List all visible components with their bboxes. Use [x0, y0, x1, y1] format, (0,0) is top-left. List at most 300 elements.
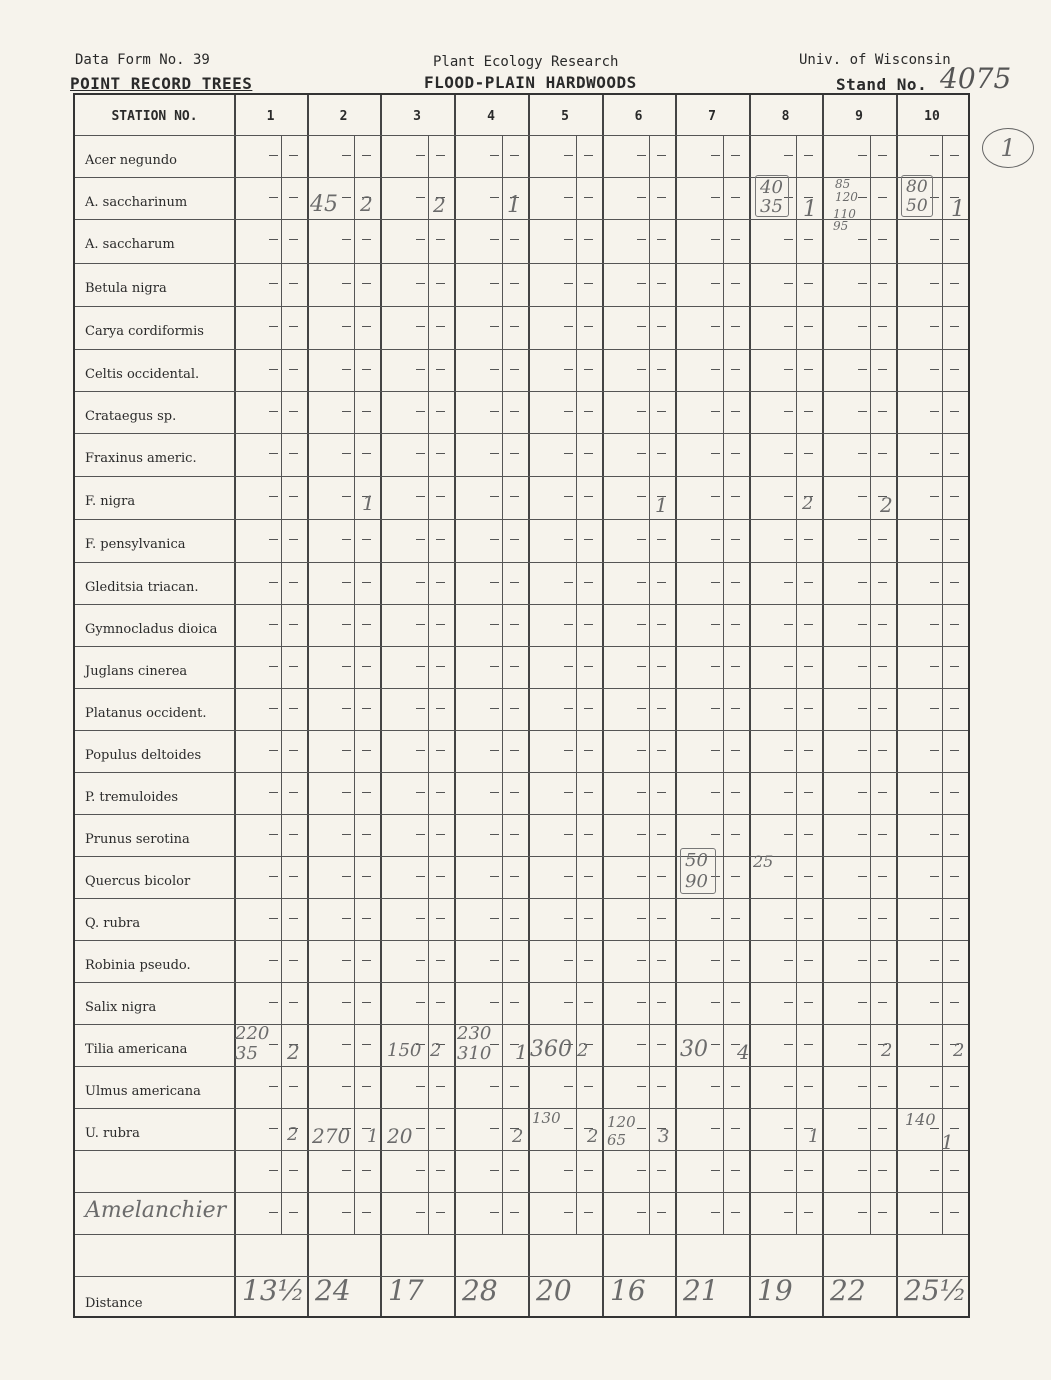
cell-tick: [784, 624, 793, 625]
cell-tick: [342, 1002, 351, 1003]
cell-tick: [564, 155, 573, 156]
cell-tick: [858, 582, 867, 583]
cell-tick: [269, 453, 278, 454]
cell-tick: [269, 1086, 278, 1087]
cell-tick: [436, 750, 445, 751]
cell-tick: [657, 582, 666, 583]
cell-tick: [657, 918, 666, 919]
quarter-subcolumn: [281, 135, 282, 1234]
cell-tick: [490, 239, 499, 240]
cell-tick: [878, 369, 887, 370]
cell-tick: [858, 1170, 867, 1171]
species-label: Amelanchier: [85, 1198, 227, 1223]
cell-tick: [878, 792, 887, 793]
cell-tick: [950, 1170, 959, 1171]
cell-tick: [510, 666, 519, 667]
cell-tick: [416, 326, 425, 327]
cell-tick: [804, 666, 813, 667]
cell-tick: [436, 411, 445, 412]
cell-tick: [436, 960, 445, 961]
cell-tick: [584, 834, 593, 835]
cell-tick: [342, 326, 351, 327]
cell-tick: [564, 1086, 573, 1087]
cell-tick: [804, 750, 813, 751]
cell-tick: [784, 582, 793, 583]
cell-tick: [657, 539, 666, 540]
handwritten-entry: 1: [507, 193, 521, 218]
cell-tick: [930, 834, 939, 835]
cell-tick: [436, 708, 445, 709]
handwritten-entry: 360: [530, 1037, 572, 1062]
cell-tick: [731, 792, 740, 793]
cell-tick: [711, 1086, 720, 1087]
cell-tick: [289, 666, 298, 667]
cell-tick: [564, 239, 573, 240]
cell-tick: [564, 539, 573, 540]
species-label: F. nigra: [85, 494, 136, 509]
cell-tick: [584, 239, 593, 240]
row-divider: [75, 1234, 968, 1235]
cell-tick: [490, 960, 499, 961]
cell-tick: [930, 1212, 939, 1213]
cell-tick: [711, 666, 720, 667]
row-divider: [75, 1150, 968, 1151]
cell-tick: [711, 624, 720, 625]
species-label: Acer negundo: [85, 153, 177, 168]
handwritten-entry: 2: [587, 1126, 599, 1147]
cell-tick: [269, 239, 278, 240]
cell-tick: [950, 1212, 959, 1213]
cell-tick: [804, 876, 813, 877]
cell-tick: [858, 1044, 867, 1045]
column-divider: [822, 95, 824, 1316]
cell-tick: [858, 155, 867, 156]
cell-tick: [362, 666, 371, 667]
cell-tick: [950, 834, 959, 835]
cell-tick: [490, 582, 499, 583]
cell-tick: [269, 283, 278, 284]
cell-tick: [269, 411, 278, 412]
cell-tick: [490, 918, 499, 919]
cell-tick: [510, 1170, 519, 1171]
row-divider: [75, 1024, 968, 1025]
cell-tick: [436, 539, 445, 540]
handwritten-entry: 30: [680, 1037, 708, 1062]
cell-tick: [657, 876, 666, 877]
circled-number: [982, 128, 1034, 168]
cell-tick: [510, 411, 519, 412]
cell-tick: [731, 539, 740, 540]
quarter-subcolumn: [796, 135, 797, 1234]
cell-tick: [510, 1086, 519, 1087]
cell-tick: [858, 792, 867, 793]
cell-tick: [731, 453, 740, 454]
cell-tick: [784, 283, 793, 284]
cell-tick: [858, 283, 867, 284]
cell-tick: [804, 155, 813, 156]
cell-tick: [289, 496, 298, 497]
cell-tick: [584, 1170, 593, 1171]
cell-tick: [657, 792, 666, 793]
handwritten-bracket: [680, 848, 716, 894]
cell-tick: [342, 792, 351, 793]
cell-tick: [362, 708, 371, 709]
handwritten-entry: 35: [760, 196, 783, 217]
cell-tick: [564, 1002, 573, 1003]
cell-tick: [637, 1002, 646, 1003]
cell-tick: [930, 624, 939, 625]
cell-tick: [637, 539, 646, 540]
cell-tick: [416, 834, 425, 835]
cell-tick: [784, 1170, 793, 1171]
cell-tick: [878, 1002, 887, 1003]
cell-tick: [637, 792, 646, 793]
cell-tick: [637, 496, 646, 497]
distance-label: Distance: [85, 1296, 143, 1311]
handwritten-bracket: [901, 175, 933, 217]
cell-tick: [510, 876, 519, 877]
cell-tick: [564, 1212, 573, 1213]
cell-tick: [416, 496, 425, 497]
cell-tick: [657, 453, 666, 454]
handwritten-entry: 20: [387, 1124, 413, 1148]
cell-tick: [362, 582, 371, 583]
cell-tick: [269, 876, 278, 877]
handwritten-entry: 2: [512, 1126, 524, 1147]
cell-tick: [878, 1128, 887, 1129]
cell-tick: [711, 960, 720, 961]
row-divider: [75, 730, 968, 731]
cell-tick: [878, 155, 887, 156]
row-divider: [75, 1066, 968, 1067]
handwritten-entry: 85: [835, 177, 851, 191]
cell-tick: [490, 1128, 499, 1129]
cell-tick: [878, 1170, 887, 1171]
cell-tick: [510, 283, 519, 284]
species-label: Prunus serotina: [85, 832, 190, 847]
cell-tick: [858, 1086, 867, 1087]
cell-tick: [731, 369, 740, 370]
cell-tick: [564, 453, 573, 454]
cell-tick: [436, 876, 445, 877]
cell-tick: [784, 453, 793, 454]
handwritten-entry: 2: [802, 493, 814, 514]
cell-tick: [657, 283, 666, 284]
cell-tick: [731, 1212, 740, 1213]
cell-tick: [289, 1212, 298, 1213]
cell-tick: [510, 539, 519, 540]
cell-tick: [657, 960, 666, 961]
station-header: 1: [266, 109, 275, 124]
cell-tick: [657, 239, 666, 240]
cell-tick: [584, 197, 593, 198]
cell-tick: [784, 1212, 793, 1213]
cell-tick: [804, 792, 813, 793]
cell-tick: [436, 1086, 445, 1087]
station-header: 10: [924, 109, 940, 124]
cell-tick: [490, 1212, 499, 1213]
cell-tick: [510, 708, 519, 709]
cell-tick: [657, 666, 666, 667]
cell-tick: [930, 792, 939, 793]
cell-tick: [342, 369, 351, 370]
cell-tick: [564, 411, 573, 412]
cell-tick: [584, 666, 593, 667]
cell-tick: [637, 369, 646, 370]
cell-tick: [436, 624, 445, 625]
cell-tick: [804, 834, 813, 835]
cell-tick: [784, 876, 793, 877]
cell-tick: [784, 411, 793, 412]
row-divider: [75, 856, 968, 857]
cell-tick: [784, 834, 793, 835]
cell-tick: [858, 239, 867, 240]
handwritten-entry: 95: [833, 219, 849, 233]
cell-tick: [657, 326, 666, 327]
cell-tick: [342, 539, 351, 540]
species-label: Gleditsia triacan.: [85, 580, 199, 595]
cell-tick: [269, 666, 278, 667]
cell-tick: [490, 750, 499, 751]
cell-tick: [289, 283, 298, 284]
cell-tick: [436, 792, 445, 793]
species-label: Tilia americana: [85, 1042, 188, 1057]
handwritten-entry: 1: [362, 491, 375, 515]
cell-tick: [342, 834, 351, 835]
cell-tick: [510, 918, 519, 919]
cell-tick: [731, 834, 740, 835]
station-header: 6: [634, 109, 643, 124]
row-divider: [75, 1192, 968, 1193]
cell-tick: [804, 624, 813, 625]
cell-tick: [490, 666, 499, 667]
handwritten-entry: 1: [655, 493, 668, 517]
university: Univ. of Wisconsin: [799, 52, 951, 68]
cell-tick: [490, 197, 499, 198]
cell-tick: [269, 155, 278, 156]
cell-tick: [784, 155, 793, 156]
handwritten-entry: 1: [367, 1126, 379, 1147]
cell-tick: [731, 666, 740, 667]
cell-tick: [584, 876, 593, 877]
cell-tick: [930, 326, 939, 327]
cell-tick: [711, 1002, 720, 1003]
cell-tick: [289, 792, 298, 793]
cell-tick: [342, 582, 351, 583]
cell-tick: [269, 326, 278, 327]
handwritten-entry: 25: [753, 852, 774, 871]
cell-tick: [858, 918, 867, 919]
cell-tick: [878, 876, 887, 877]
cell-tick: [289, 539, 298, 540]
cell-tick: [362, 1044, 371, 1045]
cell-tick: [416, 411, 425, 412]
cell-tick: [950, 1086, 959, 1087]
cell-tick: [711, 582, 720, 583]
cell-tick: [584, 624, 593, 625]
cell-tick: [362, 960, 371, 961]
cell-tick: [362, 1002, 371, 1003]
cell-tick: [564, 708, 573, 709]
cell-tick: [731, 1002, 740, 1003]
cell-tick: [930, 453, 939, 454]
cell-tick: [289, 155, 298, 156]
cell-tick: [490, 1086, 499, 1087]
quarter-subcolumn: [723, 135, 724, 1234]
cell-tick: [878, 283, 887, 284]
quarter-subcolumn: [649, 135, 650, 1234]
cell-tick: [416, 1128, 425, 1129]
cell-tick: [362, 1212, 371, 1213]
handwritten-entry: 1: [515, 1040, 528, 1064]
cell-tick: [490, 834, 499, 835]
cell-tick: [858, 708, 867, 709]
cell-tick: [731, 411, 740, 412]
cell-tick: [950, 792, 959, 793]
row-divider: [75, 135, 968, 136]
column-divider: [454, 95, 456, 1316]
cell-tick: [564, 918, 573, 919]
cell-tick: [657, 369, 666, 370]
cell-tick: [878, 834, 887, 835]
column-divider: [234, 95, 236, 1316]
species-label: F. pensylvanica: [85, 537, 186, 552]
quarter-subcolumn: [576, 135, 577, 1234]
cell-tick: [950, 624, 959, 625]
cell-tick: [784, 369, 793, 370]
cell-tick: [858, 411, 867, 412]
cell-tick: [289, 960, 298, 961]
record-table: [73, 93, 970, 1318]
cell-tick: [564, 1128, 573, 1129]
cell-tick: [637, 239, 646, 240]
distance-value: 21: [683, 1274, 719, 1307]
cell-tick: [584, 792, 593, 793]
cell-tick: [416, 624, 425, 625]
cell-tick: [930, 666, 939, 667]
handwritten-entry: 270: [312, 1124, 351, 1148]
cell-tick: [490, 792, 499, 793]
quarter-subcolumn: [502, 135, 503, 1234]
cell-tick: [858, 369, 867, 370]
row-divider: [75, 263, 968, 264]
cell-tick: [269, 960, 278, 961]
cell-tick: [878, 960, 887, 961]
cell-tick: [436, 1002, 445, 1003]
cell-tick: [804, 539, 813, 540]
handwritten-entry: 130: [532, 1109, 561, 1127]
handwritten-entry: 230: [457, 1023, 492, 1044]
cell-tick: [289, 197, 298, 198]
cell-tick: [490, 496, 499, 497]
cell-tick: [711, 369, 720, 370]
cell-tick: [490, 1170, 499, 1171]
cell-tick: [711, 539, 720, 540]
handwritten-entry: 1: [951, 197, 965, 222]
cell-tick: [510, 1002, 519, 1003]
cell-tick: [510, 326, 519, 327]
cell-tick: [930, 1044, 939, 1045]
cell-tick: [269, 834, 278, 835]
cell-tick: [731, 1086, 740, 1087]
cell-tick: [858, 326, 867, 327]
distance-value: 16: [610, 1274, 646, 1307]
station-header: 4: [487, 109, 495, 124]
cell-tick: [878, 666, 887, 667]
station-header: 2: [339, 109, 348, 124]
cell-tick: [416, 539, 425, 540]
cell-tick: [584, 155, 593, 156]
cell-tick: [804, 960, 813, 961]
cell-tick: [784, 960, 793, 961]
handwritten-entry: 2: [360, 192, 373, 216]
cell-tick: [711, 453, 720, 454]
cell-tick: [784, 239, 793, 240]
cell-tick: [950, 750, 959, 751]
cell-tick: [637, 1086, 646, 1087]
cell-tick: [342, 1212, 351, 1213]
cell-tick: [804, 411, 813, 412]
distance-value: 19: [757, 1274, 793, 1307]
cell-tick: [490, 708, 499, 709]
cell-tick: [878, 239, 887, 240]
handwritten-entry: 2: [287, 1124, 299, 1145]
cell-tick: [711, 283, 720, 284]
cell-tick: [362, 1086, 371, 1087]
cell-tick: [289, 369, 298, 370]
handwritten-entry: 35: [235, 1043, 258, 1064]
cell-tick: [930, 708, 939, 709]
cell-tick: [564, 582, 573, 583]
cell-tick: [804, 708, 813, 709]
cell-tick: [930, 539, 939, 540]
cell-tick: [950, 539, 959, 540]
cell-tick: [289, 1086, 298, 1087]
cell-tick: [289, 876, 298, 877]
handwritten-entry: 1: [803, 197, 817, 222]
handwritten-entry: 2: [430, 1040, 442, 1061]
handwritten-entry: 90: [685, 871, 708, 892]
cell-tick: [804, 326, 813, 327]
cell-tick: [436, 283, 445, 284]
cell-tick: [950, 666, 959, 667]
cell-tick: [784, 326, 793, 327]
handwritten-entry: 50: [685, 850, 708, 871]
cell-tick: [804, 1212, 813, 1213]
handwritten-entry: 220: [235, 1023, 270, 1044]
cell-tick: [858, 496, 867, 497]
cell-tick: [584, 283, 593, 284]
cell-tick: [510, 239, 519, 240]
cell-tick: [657, 1212, 666, 1213]
species-label: Betula nigra: [85, 281, 167, 296]
cell-tick: [930, 876, 939, 877]
column-divider: [602, 95, 604, 1316]
cell-tick: [269, 539, 278, 540]
cell-tick: [950, 453, 959, 454]
cell-tick: [436, 918, 445, 919]
cell-tick: [637, 283, 646, 284]
cell-tick: [930, 1002, 939, 1003]
cell-tick: [510, 453, 519, 454]
cell-tick: [711, 155, 720, 156]
cell-tick: [784, 792, 793, 793]
cell-tick: [657, 1002, 666, 1003]
cell-tick: [416, 197, 425, 198]
stand-number: 4075: [940, 62, 1012, 95]
cell-tick: [711, 792, 720, 793]
handwritten-entry: 310: [457, 1043, 492, 1064]
